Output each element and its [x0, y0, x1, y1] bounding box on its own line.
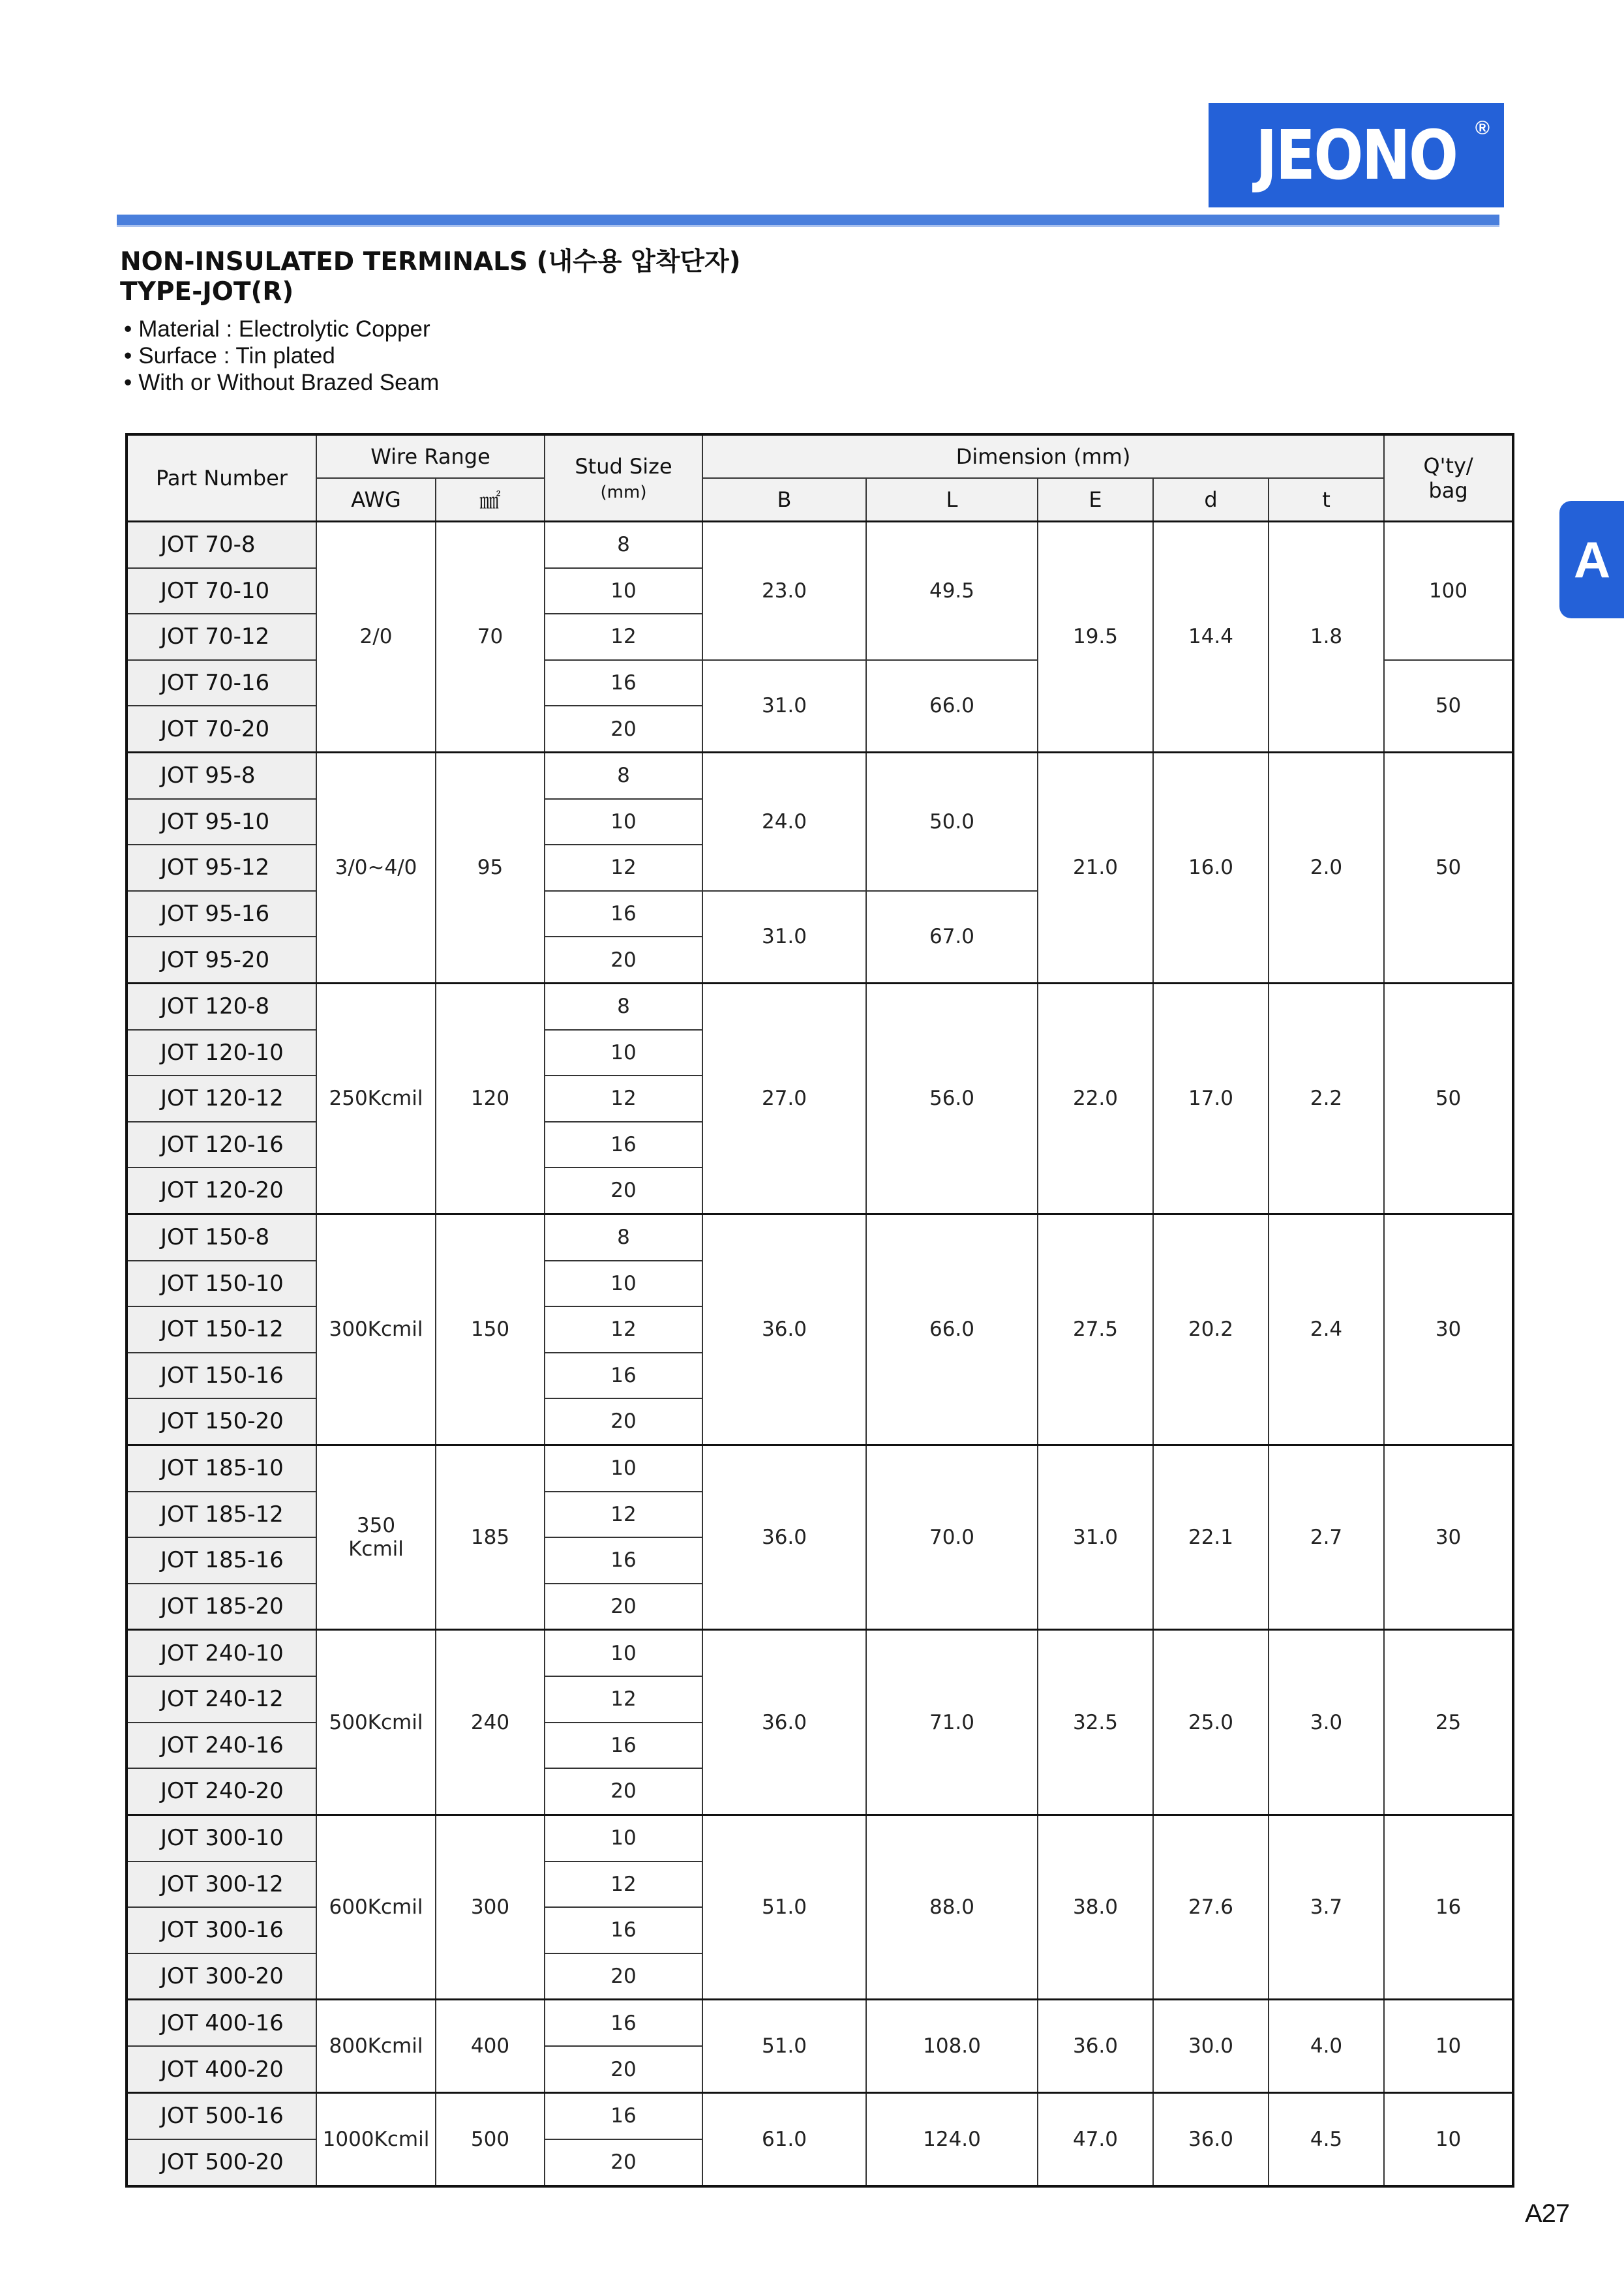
header-awg: AWG [316, 478, 436, 522]
brand-name: JEONO [1256, 115, 1457, 195]
part-number-cell: JOT 500-20 [127, 2139, 316, 2186]
e-cell: 47.0 [1038, 2092, 1153, 2186]
part-number-cell: JOT 300-10 [127, 1815, 316, 1861]
part-number-cell: JOT 300-16 [127, 1907, 316, 1953]
e-cell: 27.5 [1038, 1214, 1153, 1445]
table-row [127, 1214, 1513, 1260]
stud-cell: 10 [545, 799, 702, 845]
brand-logo [1209, 103, 1504, 207]
header-rule [117, 215, 1499, 225]
header-t: t [1269, 478, 1384, 522]
t-cell: 1.8 [1269, 522, 1384, 753]
part-number-cell: JOT 400-20 [127, 2046, 316, 2092]
part-number-cell: JOT 70-8 [127, 522, 316, 568]
qty-cell: 50 [1384, 660, 1513, 753]
qty-cell: 30 [1384, 1214, 1513, 1445]
stud-cell: 10 [545, 1815, 702, 1861]
table-row [127, 1445, 1513, 1491]
part-number-cell: JOT 120-20 [127, 1168, 316, 1214]
awg-cell: 300Kcmil [316, 1214, 436, 1445]
part-number-cell: JOT 70-10 [127, 568, 316, 614]
l-cell: 70.0 [866, 1445, 1038, 1630]
header-qty-line2: bag [1428, 478, 1468, 503]
part-number-cell: JOT 120-10 [127, 1030, 316, 1076]
stud-cell: 16 [545, 2092, 702, 2139]
stud-cell: 20 [545, 1953, 702, 2000]
stud-cell: 16 [545, 1353, 702, 1398]
part-number-cell: JOT 150-16 [127, 1353, 316, 1398]
stud-cell: 20 [545, 1398, 702, 1445]
l-cell: 67.0 [866, 891, 1038, 984]
header-qty-line1: Q'ty/ [1423, 453, 1473, 478]
t-cell: 2.7 [1269, 1445, 1384, 1630]
stud-cell: 10 [545, 1445, 702, 1491]
e-cell: 31.0 [1038, 1445, 1153, 1630]
table-row [127, 2000, 1513, 2046]
mm2-cell: 95 [436, 752, 545, 983]
page-title: NON-INSULATED TERMINALS (내수용 압착단자) [120, 247, 741, 277]
stud-cell: 16 [545, 660, 702, 706]
awg-cell: 2/0 [316, 522, 436, 753]
header-l: L [866, 478, 1038, 522]
e-cell: 21.0 [1038, 752, 1153, 983]
qty-cell: 30 [1384, 1445, 1513, 1630]
t-cell: 2.2 [1269, 983, 1384, 1214]
spec-list [124, 316, 439, 396]
d-cell: 27.6 [1153, 1815, 1269, 2000]
header-part-number: Part Number [127, 434, 316, 522]
l-cell: 71.0 [866, 1630, 1038, 1815]
awg-line2: Kcmil [348, 1537, 404, 1561]
header-dimension: Dimension (mm) [702, 434, 1384, 478]
b-cell: 36.0 [702, 1214, 866, 1445]
awg-cell: 250Kcmil [316, 983, 436, 1214]
b-cell: 31.0 [702, 891, 866, 984]
qty-cell: 16 [1384, 1815, 1513, 2000]
awg-line1: 350 [356, 1514, 396, 1538]
d-cell: 14.4 [1153, 522, 1269, 753]
part-number-cell: JOT 185-20 [127, 1584, 316, 1630]
part-number-cell: JOT 95-10 [127, 799, 316, 845]
part-number-cell: JOT 95-12 [127, 845, 316, 890]
spec-item: • Surface : Tin plated [124, 342, 439, 369]
stud-cell: 8 [545, 752, 702, 798]
part-number-cell: JOT 70-20 [127, 706, 316, 752]
d-cell: 20.2 [1153, 1214, 1269, 1445]
mm2-cell: 70 [436, 522, 545, 753]
b-cell: 31.0 [702, 660, 866, 753]
stud-cell: 10 [545, 1030, 702, 1076]
part-number-cell: JOT 240-20 [127, 1768, 316, 1815]
qty-cell: 50 [1384, 983, 1513, 1214]
header-b: B [702, 478, 866, 522]
qty-cell: 25 [1384, 1630, 1513, 1815]
stud-cell: 16 [545, 2000, 702, 2046]
stud-cell: 16 [545, 1723, 702, 1768]
part-number-cell: JOT 120-8 [127, 983, 316, 1029]
part-number-cell: JOT 95-16 [127, 891, 316, 937]
stud-cell: 10 [545, 1261, 702, 1306]
b-cell: 51.0 [702, 2000, 866, 2093]
l-cell: 88.0 [866, 1815, 1038, 2000]
mm2-cell: 150 [436, 1214, 545, 1445]
t-cell: 3.0 [1269, 1630, 1384, 1815]
l-cell: 124.0 [866, 2092, 1038, 2186]
stud-cell: 20 [545, 2139, 702, 2186]
d-cell: 22.1 [1153, 1445, 1269, 1630]
t-cell: 4.0 [1269, 2000, 1384, 2093]
table-row [127, 2092, 1513, 2139]
table-row [127, 752, 1513, 798]
stud-cell: 8 [545, 522, 702, 568]
stud-cell: 12 [545, 1676, 702, 1722]
part-number-cell: JOT 185-16 [127, 1537, 316, 1583]
part-number-cell: JOT 70-16 [127, 660, 316, 706]
stud-cell: 12 [545, 1492, 702, 1537]
b-cell: 36.0 [702, 1630, 866, 1815]
stud-cell: 20 [545, 1768, 702, 1815]
t-cell: 3.7 [1269, 1815, 1384, 2000]
stud-cell: 20 [545, 1168, 702, 1214]
stud-cell: 16 [545, 1122, 702, 1168]
l-cell: 49.5 [866, 522, 1038, 660]
b-cell: 27.0 [702, 983, 866, 1214]
part-number-cell: JOT 240-10 [127, 1630, 316, 1676]
header-d: d [1153, 478, 1269, 522]
e-cell: 38.0 [1038, 1815, 1153, 2000]
l-cell: 50.0 [866, 752, 1038, 890]
part-number-cell: JOT 150-10 [127, 1261, 316, 1306]
stud-cell: 10 [545, 568, 702, 614]
l-cell: 56.0 [866, 983, 1038, 1214]
awg-cell: 600Kcmil [316, 1815, 436, 2000]
part-number-cell: JOT 120-16 [127, 1122, 316, 1168]
stud-cell: 8 [545, 1214, 702, 1260]
awg-cell: 800Kcmil [316, 2000, 436, 2093]
qty-cell: 50 [1384, 752, 1513, 983]
header-stud-size-label: Stud Size [575, 454, 672, 479]
header-stud-size-unit: (mm) [600, 483, 647, 502]
part-number-cell: JOT 185-10 [127, 1445, 316, 1491]
mm2-cell: 500 [436, 2092, 545, 2186]
part-number-cell: JOT 150-12 [127, 1306, 316, 1352]
mm2-cell: 400 [436, 2000, 545, 2093]
part-number-cell: JOT 400-16 [127, 2000, 316, 2046]
d-cell: 36.0 [1153, 2092, 1269, 2186]
spec-item: • Material : Electrolytic Copper [124, 316, 439, 342]
t-cell: 2.0 [1269, 752, 1384, 983]
stud-cell: 16 [545, 1537, 702, 1583]
table-row [127, 1815, 1513, 1861]
header-qty [1384, 434, 1513, 522]
d-cell: 17.0 [1153, 983, 1269, 1214]
part-number-cell: JOT 150-20 [127, 1398, 316, 1445]
mm2-cell: 300 [436, 1815, 545, 2000]
stud-cell: 10 [545, 1630, 702, 1676]
qty-cell: 10 [1384, 2000, 1513, 2093]
part-number-cell: JOT 70-12 [127, 614, 316, 659]
stud-cell: 16 [545, 1907, 702, 1953]
registered-mark: ® [1475, 117, 1490, 139]
qty-cell: 100 [1384, 522, 1513, 660]
stud-cell: 12 [545, 1861, 702, 1907]
part-number-cell: JOT 185-12 [127, 1492, 316, 1537]
d-cell: 30.0 [1153, 2000, 1269, 2093]
header-rule-thin [117, 225, 1499, 227]
table-row [127, 522, 1513, 568]
stud-cell: 8 [545, 983, 702, 1029]
mm2-cell: 185 [436, 1445, 545, 1630]
l-cell: 66.0 [866, 1214, 1038, 1445]
mm2-cell: 120 [436, 983, 545, 1214]
e-cell: 19.5 [1038, 522, 1153, 753]
page-number: A27 [1525, 2199, 1570, 2228]
stud-cell: 20 [545, 706, 702, 752]
section-tab[interactable]: A [1559, 501, 1624, 618]
awg-cell: 1000Kcmil [316, 2092, 436, 2186]
part-number-cell: JOT 240-12 [127, 1676, 316, 1722]
t-cell: 4.5 [1269, 2092, 1384, 2186]
stud-cell: 12 [545, 1076, 702, 1121]
e-cell: 32.5 [1038, 1630, 1153, 1815]
stud-cell: 12 [545, 614, 702, 659]
part-number-cell: JOT 240-16 [127, 1723, 316, 1768]
page-subtitle: TYPE-JOT(R) [120, 277, 294, 307]
l-cell: 66.0 [866, 660, 1038, 753]
part-number-cell: JOT 500-16 [127, 2092, 316, 2139]
b-cell: 51.0 [702, 1815, 866, 2000]
b-cell: 36.0 [702, 1445, 866, 1630]
header-wire-range: Wire Range [316, 434, 545, 478]
stud-cell: 16 [545, 891, 702, 937]
l-cell: 108.0 [866, 2000, 1038, 2093]
d-cell: 16.0 [1153, 752, 1269, 983]
awg-cell: 500Kcmil [316, 1630, 436, 1815]
b-cell: 24.0 [702, 752, 866, 890]
awg-cell [316, 1445, 436, 1630]
mm2-cell: 240 [436, 1630, 545, 1815]
part-number-cell: JOT 120-12 [127, 1076, 316, 1121]
part-number-cell: JOT 300-12 [127, 1861, 316, 1907]
spec-item: • With or Without Brazed Seam [124, 369, 439, 396]
stud-cell: 20 [545, 1584, 702, 1630]
t-cell: 2.4 [1269, 1214, 1384, 1445]
part-number-cell: JOT 150-8 [127, 1214, 316, 1260]
part-number-cell: JOT 95-8 [127, 752, 316, 798]
d-cell: 25.0 [1153, 1630, 1269, 1815]
stud-cell: 12 [545, 845, 702, 890]
e-cell: 22.0 [1038, 983, 1153, 1214]
terminal-spec-table [125, 433, 1514, 2188]
stud-cell: 20 [545, 2046, 702, 2092]
part-number-cell: JOT 300-20 [127, 1953, 316, 2000]
header-mm2: ㎟ [436, 478, 545, 522]
header-e: E [1038, 478, 1153, 522]
stud-cell: 12 [545, 1306, 702, 1352]
table-row [127, 1630, 1513, 1676]
qty-cell: 10 [1384, 2092, 1513, 2186]
part-number-cell: JOT 95-20 [127, 937, 316, 983]
b-cell: 61.0 [702, 2092, 866, 2186]
b-cell: 23.0 [702, 522, 866, 660]
header-stud-size [545, 434, 702, 522]
table-row [127, 983, 1513, 1029]
e-cell: 36.0 [1038, 2000, 1153, 2093]
awg-cell: 3/0~4/0 [316, 752, 436, 983]
stud-cell: 20 [545, 937, 702, 983]
